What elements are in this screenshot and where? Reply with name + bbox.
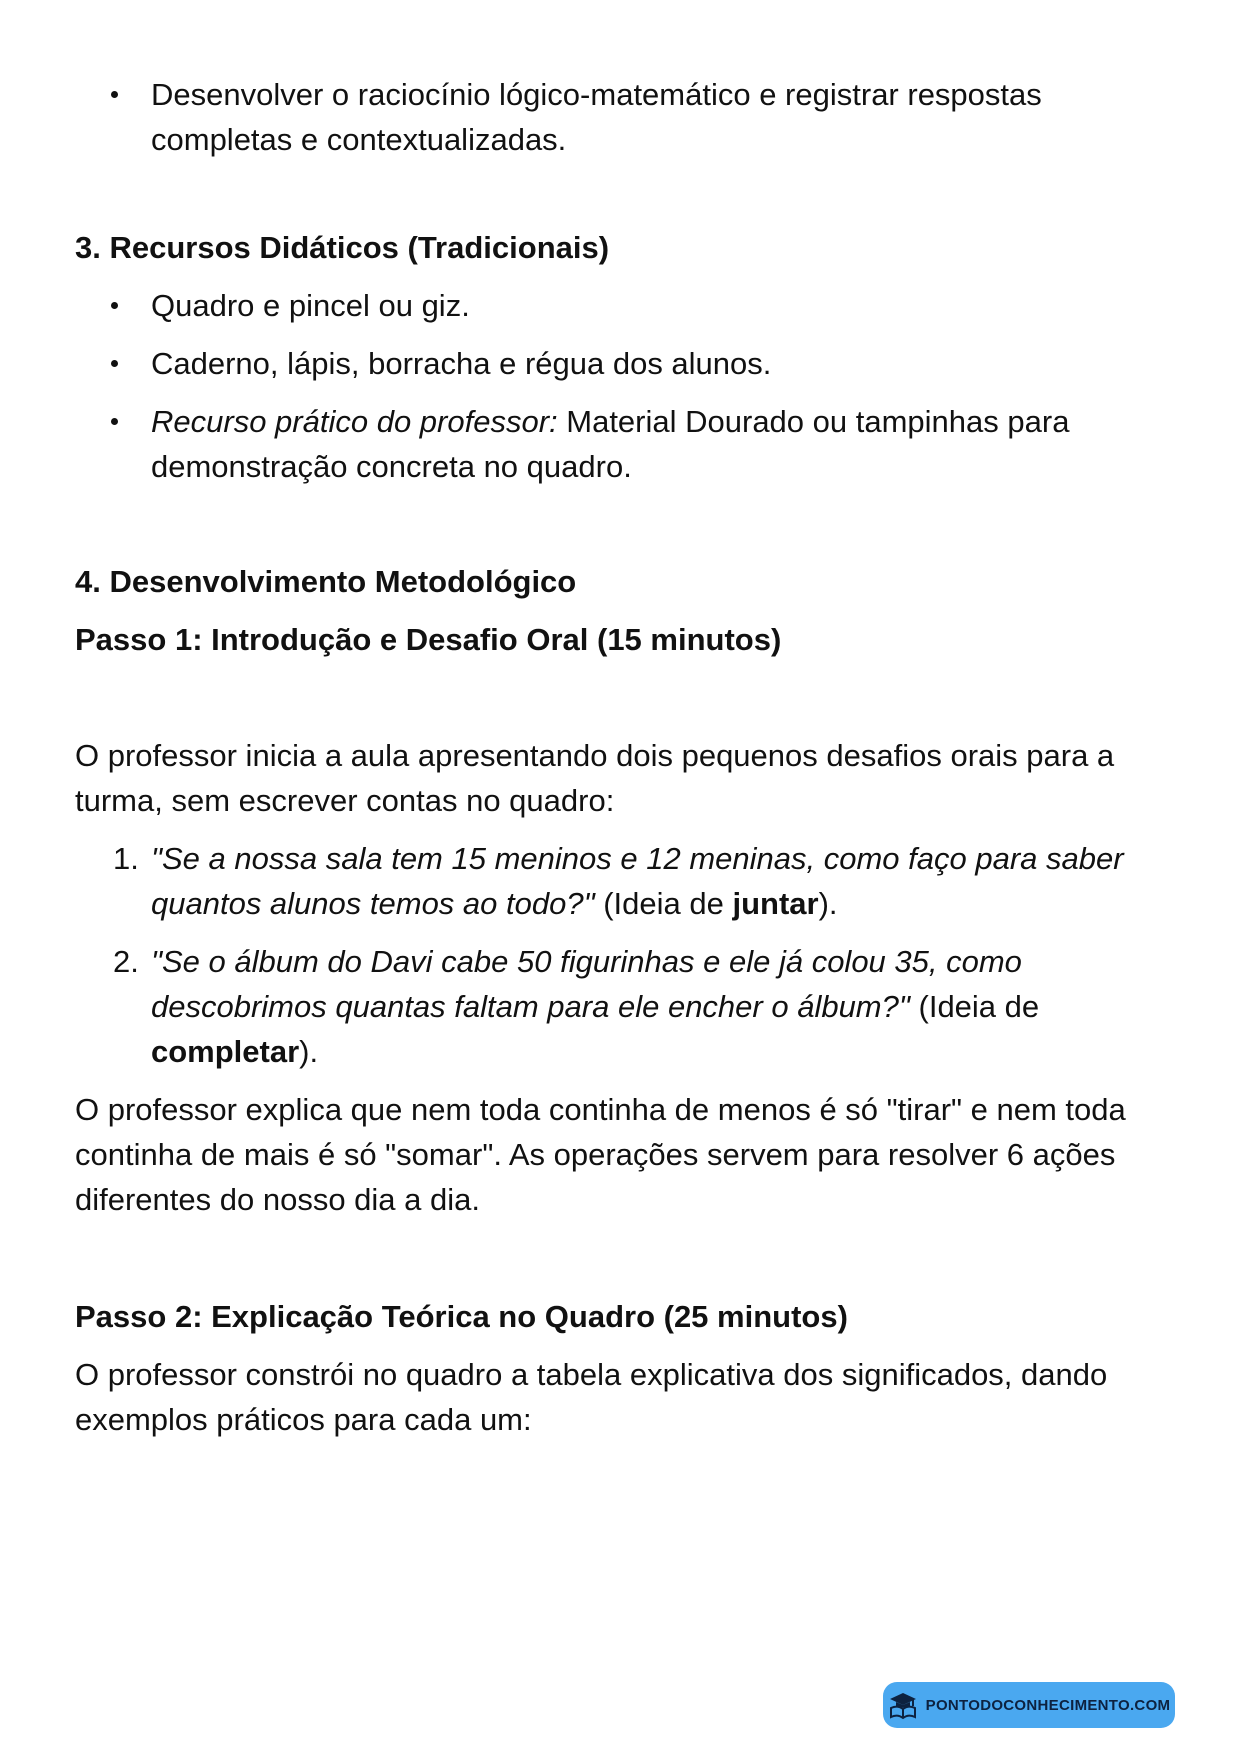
section-heading-resources: 3. Recursos Didáticos (Tradicionais)	[75, 230, 610, 265]
list-item: Caderno, lápis, borracha e régua dos alunos.	[75, 341, 1175, 386]
resource-label: Recurso prático do professor:	[151, 404, 558, 439]
objectives-list	[75, 72, 1175, 162]
bullet-icon	[111, 91, 118, 98]
list-item: Recurso prático do professor: Material Dourado ou tampinhas para demonstração concreta no quadro.	[75, 399, 1175, 489]
list-item: Quadro e pincel ou giz.	[75, 283, 1175, 328]
list-item: 2. "Se o álbum do Davi cabe 50 figurinhas e ele já colou 35, como descobrimos quantas faltam para ele encher o álbum?" (Ideia de completar).	[113, 944, 1040, 1069]
section-heading-methodology: 4. Desenvolvimento Metodológico	[75, 564, 577, 599]
bullet-icon	[111, 418, 118, 425]
bullet-icon	[111, 360, 118, 367]
site-name: PONTODOCONHECIMENTO.COM	[925, 1696, 1171, 1714]
step1-conclusion: O professor explica que nem toda continha de menos é só "tirar" e nem toda continha de mais é só "somar". As operações servem para resolver 6 ações diferentes do nosso dia a dia.	[75, 1092, 1126, 1217]
step1-intro: O professor inicia a aula apresentando dois pequenos desafios orais para a turma, sem escrever contas no quadro:	[75, 738, 1115, 818]
site-badge[interactable]	[883, 1682, 1175, 1728]
step1-heading: Passo 1: Introdução e Desafio Oral (15 minutos)	[75, 622, 782, 657]
step2-text: O professor constrói no quadro a tabela explicativa dos significados, dando exemplos práticos para cada um:	[75, 1357, 1108, 1437]
document-page	[75, 70, 1175, 1442]
step2-heading: Passo 2: Explicação Teórica no Quadro (25 minutos)	[75, 1299, 848, 1334]
graduation-book-icon	[888, 1690, 918, 1720]
list-item: 1. "Se a nossa sala tem 15 meninos e 12 meninas, como faço para saber quantos alunos temos ao todo?" (Ideia de juntar).	[113, 841, 1124, 921]
bullet-icon	[111, 302, 118, 309]
resources-list	[75, 283, 1175, 489]
list-item: Desenvolver o raciocínio lógico-matemático e registrar respostas completas e contextualizadas.	[75, 72, 1175, 162]
challenge-list	[75, 836, 1175, 1074]
